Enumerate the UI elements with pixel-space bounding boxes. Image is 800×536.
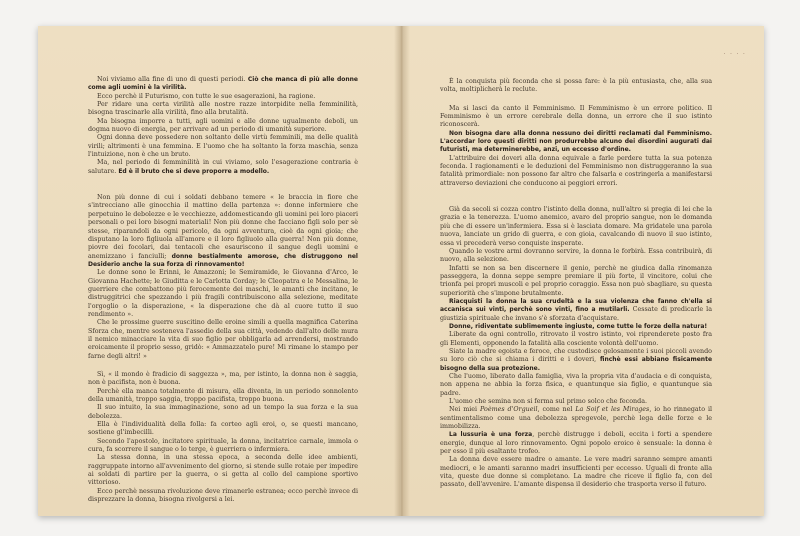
text-run: Cessate di predicarle la giustizia spirituale che invano s'è sforzata d'acquistare. bbox=[440, 306, 712, 322]
paragraph bbox=[88, 388, 358, 405]
bold-text-run: Ed è il bruto che si deve proporre a modello. bbox=[118, 167, 270, 175]
bold-text-run: Riacquisti la donna la sua crudeltà e la sua violenza che fanno ch'ella si accanisca sui vinti, perchè sono vinti, fino a mutilarli. bbox=[440, 297, 712, 314]
paragraph bbox=[440, 130, 712, 155]
paragraph bbox=[440, 331, 712, 348]
text-run: È la conquista più feconda che si possa fare: è la più entusiasta, che, alla sua volta, moltiplicherà le reclute. bbox=[440, 78, 712, 94]
bold-text-run: La lussuria è una forza bbox=[449, 431, 533, 439]
paragraph bbox=[88, 488, 358, 505]
text-run: L'attribuire dei doveri alla donna equivale a farle perdere tutta la sua potenza feconda. I ragionamenti e le deduzioni del Femminismo non distruggeranno la sua fatalità primordiale: non possono far altro che falsarla e costringerla a manifestarsi attraverso deviazioni che conducono ai peggiori errori. bbox=[440, 154, 712, 187]
paragraph bbox=[440, 373, 712, 398]
text-run: Ogni donna deve possedere non soltanto delle virtù femminili, ma delle qualità virili; altrimenti è una femmina. E l'uomo che ha soltanto la forza maschia, senza l'intuizione, non è che un bruto. bbox=[88, 134, 358, 159]
paragraph bbox=[440, 431, 712, 456]
paragraph bbox=[88, 438, 358, 455]
paragraph bbox=[88, 454, 358, 487]
text-run: Siate la madre egoista e feroce, che custodisce gelosamente i suoi piccoli avendo su loro ciò che si chiama i diritti e i doveri, bbox=[440, 347, 712, 364]
italic-title: Poèmes d'Orgueil bbox=[480, 406, 538, 414]
paragraph bbox=[88, 159, 358, 176]
text-run: , perchè distrugge i deboli, eccita i forti a spendere energie, dunque al loro rinnovamento. Ogni popolo eroico è sensuale: la donna è per esso il più esaltante trofeo. bbox=[440, 431, 712, 456]
right-page-text bbox=[440, 78, 712, 490]
text-run: La donna deve essere madre o amante. Le vere madri saranno sempre amanti mediocri, e le amanti saranno madri insufficienti per eccesso. Uguali di fronte alla vita, queste due donne si completano. La madre che riceve il figlio fa, con del passato, dell'avvenire. L'amante dispensa il desiderio che trasporta verso il futuro. bbox=[440, 456, 712, 489]
text-run: Ma, nel periodo di femminilità in cui viviamo, solo l'esagerazione contraria è salutare. bbox=[88, 159, 358, 175]
text-run: Liberate da ogni controllo, ritrovato il vostro istinto, voi riprenderete posto fra gli Elementi, opponendo la fatalità alla cosciente volontà dell'uomo. bbox=[440, 331, 712, 347]
paragraph bbox=[440, 456, 712, 489]
text-run: Ella è l'individualità della folla: fa corteo agli eroi, o, se questi mancano, sostiene gl'imbecilli. bbox=[88, 421, 358, 437]
left-page bbox=[38, 26, 400, 516]
text-run: Noi viviamo alla fine di uno di questi periodi. bbox=[97, 76, 248, 83]
paragraph bbox=[88, 134, 358, 159]
text-run: , io ho rinnegato il sentimentalismo come una debolezza spregevole, perchè lega delle forze e le immobilizza. bbox=[440, 406, 713, 431]
text-run: Sì, « il mondo è fradicio di saggezza », ma, per istinto, la donna non è saggia, non è pacifista, non è buona. bbox=[88, 371, 358, 387]
open-booklet-spread bbox=[38, 26, 764, 516]
text-run: Ma si lasci da canto il Femminismo. Il Femminismo è un errore politico. Il Femminismo è un errore cerebrale della donna, un errore che il suo istinto riconoscerà. bbox=[440, 104, 712, 129]
text-run: Che le prossime guerre suscitino delle eroine simili a quella magnifica Caterina Sforza che, mentre sosteneva l'assedio della sua città, vedendo dall'alto delle mura il nemico minacciare la vita di suo figlio per obbligarla ad arrendersi, mostrando eroicamente il proprio sesso, gridò: « Ammazzatelo pure! Mi rimane lo stampo per farne degli altri! » bbox=[88, 319, 358, 360]
text-run: Nei miei bbox=[449, 406, 481, 414]
paragraph bbox=[88, 319, 358, 361]
paragraph bbox=[88, 404, 358, 421]
text-run: Per ridare una certa virilità alle nostre razze intorpidite nella femminilità, bisogna trascinarle alla virilità, fino alla brutalità. bbox=[88, 101, 358, 117]
text-run: Perchè ella manca totalmente di misura, ella diventa, in un periodo sonnolento della umanità, troppo saggia, troppo pacifista, troppo buona. bbox=[88, 387, 358, 404]
italic-title: La Soif et les Mirages bbox=[575, 406, 650, 414]
paragraph bbox=[88, 194, 358, 269]
paragraph bbox=[88, 269, 358, 319]
paragraph bbox=[88, 76, 358, 93]
paragraph bbox=[88, 371, 358, 388]
paragraph bbox=[440, 265, 712, 298]
text-run: Ecco perchè il Futurismo, con tutte le sue esagerazioni, ha ragione. bbox=[97, 92, 316, 100]
paragraph bbox=[440, 105, 712, 130]
paragraph bbox=[440, 78, 712, 95]
paragraph bbox=[440, 298, 712, 323]
text-run: Infatti se non sa ben discernere il genio, perchè ne giudica dalla rinomanza passeggera, la donna seppe sempre premiare il più forte, il vincitore, colui che trionfa pei propri muscoli e pel proprio coraggio. Essa non può sbagliare, su questa superiorità che s'impone brutalmente. bbox=[440, 264, 712, 297]
right-page bbox=[402, 26, 764, 516]
text-run: Secondo l'apostolo, incitatore spirituale, la donna, incitatrice carnale, immola o cura, fa scorrere il sangue o lo terge, è guerriera o infermiera. bbox=[88, 437, 358, 454]
paragraph bbox=[440, 406, 712, 431]
text-run: Quando le vostre armi dovranno servire, la donna le forbirà. Essa contribuirà, di nuovo, alla selezione. bbox=[440, 247, 712, 264]
paragraph bbox=[88, 101, 358, 118]
text-run: Le donne sono le Erinni, le Amazzoni; le Semiramide, le Giovanna d'Arco, le Giovanna Hachette; le Giuditta e le Carlotta Corday; le Cleopatra e le Messalina, le guerriere che combattono più ferocemente dei maschi, le amanti che incitano, le distruggitrici che spezzando i più fragili contribuiscono alla selezione, meditate l'orgoglio o la disperazione, « la disperazione che dà al cuore tutto il suo rendimento ». bbox=[88, 269, 358, 318]
text-run: L'uomo che semina non si ferma sul primo solco che feconda. bbox=[449, 398, 647, 406]
text-run: Ecco perchè nessuna rivoluzione deve rimanerle estranea; ecco perchè invece di disprezzare la donna, bisogna rivolgersi a lei. bbox=[88, 487, 358, 504]
paragraph bbox=[440, 206, 712, 248]
bold-text-run: donne bestialmente amorose, che distruggono nel Desiderio anche la sua forza di rinnovamento! bbox=[88, 252, 358, 268]
paragraph bbox=[440, 248, 712, 265]
bold-text-run: Non bisogna dare alla donna nessuno dei diritti reclamati dal Femminismo. L'accordar loro questi diritti non produrrebbe alcuno dei disordini augurati dai futuristi, ma determinerebbe, anzi, un eccesso d'ordine. bbox=[440, 129, 712, 154]
text-run: Non più donne di cui i soldati debbano temere « le braccia in fiore che s'intrecciano alle ginocchia il mattino della partenza »: donne infermiere che perpetuino le debolezze e le vecchiezze, addomesticando gli uomini pei loro piaceri personali o pei loro bisogni materiali! Non più donne che facciano figli solo per sè stesse, riparandoli da ogni pericolo, da ogni avventura, cioè da ogni gioia; che disputano la loro figliuola all'amore e il loro figliuolo alla guerra! Non più donne, piovre dei focolari, dai tentacoli che esauriscono il sangue degli uomini e anemizzano i fanciulli; bbox=[88, 194, 358, 260]
text-run: Il suo intuito, la sua immaginazione, sono ad un tempo la sua forza e la sua debolezza. bbox=[88, 404, 358, 420]
bold-text-run: Donne, ridiventate sublimemente ingiuste, come tutte le forze della natura! bbox=[449, 322, 708, 330]
paragraph bbox=[88, 118, 358, 135]
left-page-text bbox=[88, 76, 358, 505]
text-run: Che l'uomo, liberato dalla famiglia, viva la propria vita d'audacia e di conquista, non appena ne abbia la forza fisica, e quantunque sia figlio, e quantunque sia padre. bbox=[440, 373, 712, 397]
text-run: Ma bisogna imporre a tutti, agli uomini e alle donne ugualmente deboli, un dogma nuovo di energia, per arrivare ad un periodo di umanità superiore. bbox=[88, 117, 358, 134]
paragraph bbox=[88, 93, 358, 101]
paragraph bbox=[440, 348, 712, 373]
text-run: Già da secoli si cozza contro l'istinto della donna, null'altro si pregia di lei che la grazia e la tenerezza. L'uomo anemico, avaro del proprio sangue, non le domanda più che di essere un'infermiera. Essa si è lasciata domare. Ma gridatele una parola nuova, lanciate un grido di guerra, e con gioia, cavalcando di nuovo il suo istinto, essa vi precederà verso conquiste insperate. bbox=[440, 206, 712, 247]
text-run: La stessa donna, in una stessa epoca, a seconda delle idee ambienti, raggruppate intorno all'avvenimento del giorno, si stende sulle rotaie per impedire ai soldati di partire per la guerra, o si getta al collo del campione sportivo vittorioso. bbox=[88, 454, 358, 487]
paragraph bbox=[440, 155, 712, 188]
corner-pencil-mark: · · · · bbox=[723, 50, 746, 58]
bold-text-run: Ciò che manca di più alle donne come agli uomini è la virilità. bbox=[88, 76, 358, 92]
bold-text-run: finchè essi abbiano fisicamente bisogno della sua protezione. bbox=[440, 356, 713, 372]
paragraph bbox=[88, 421, 358, 438]
book-gutter bbox=[394, 26, 410, 516]
text-run: , come nel bbox=[537, 406, 576, 414]
